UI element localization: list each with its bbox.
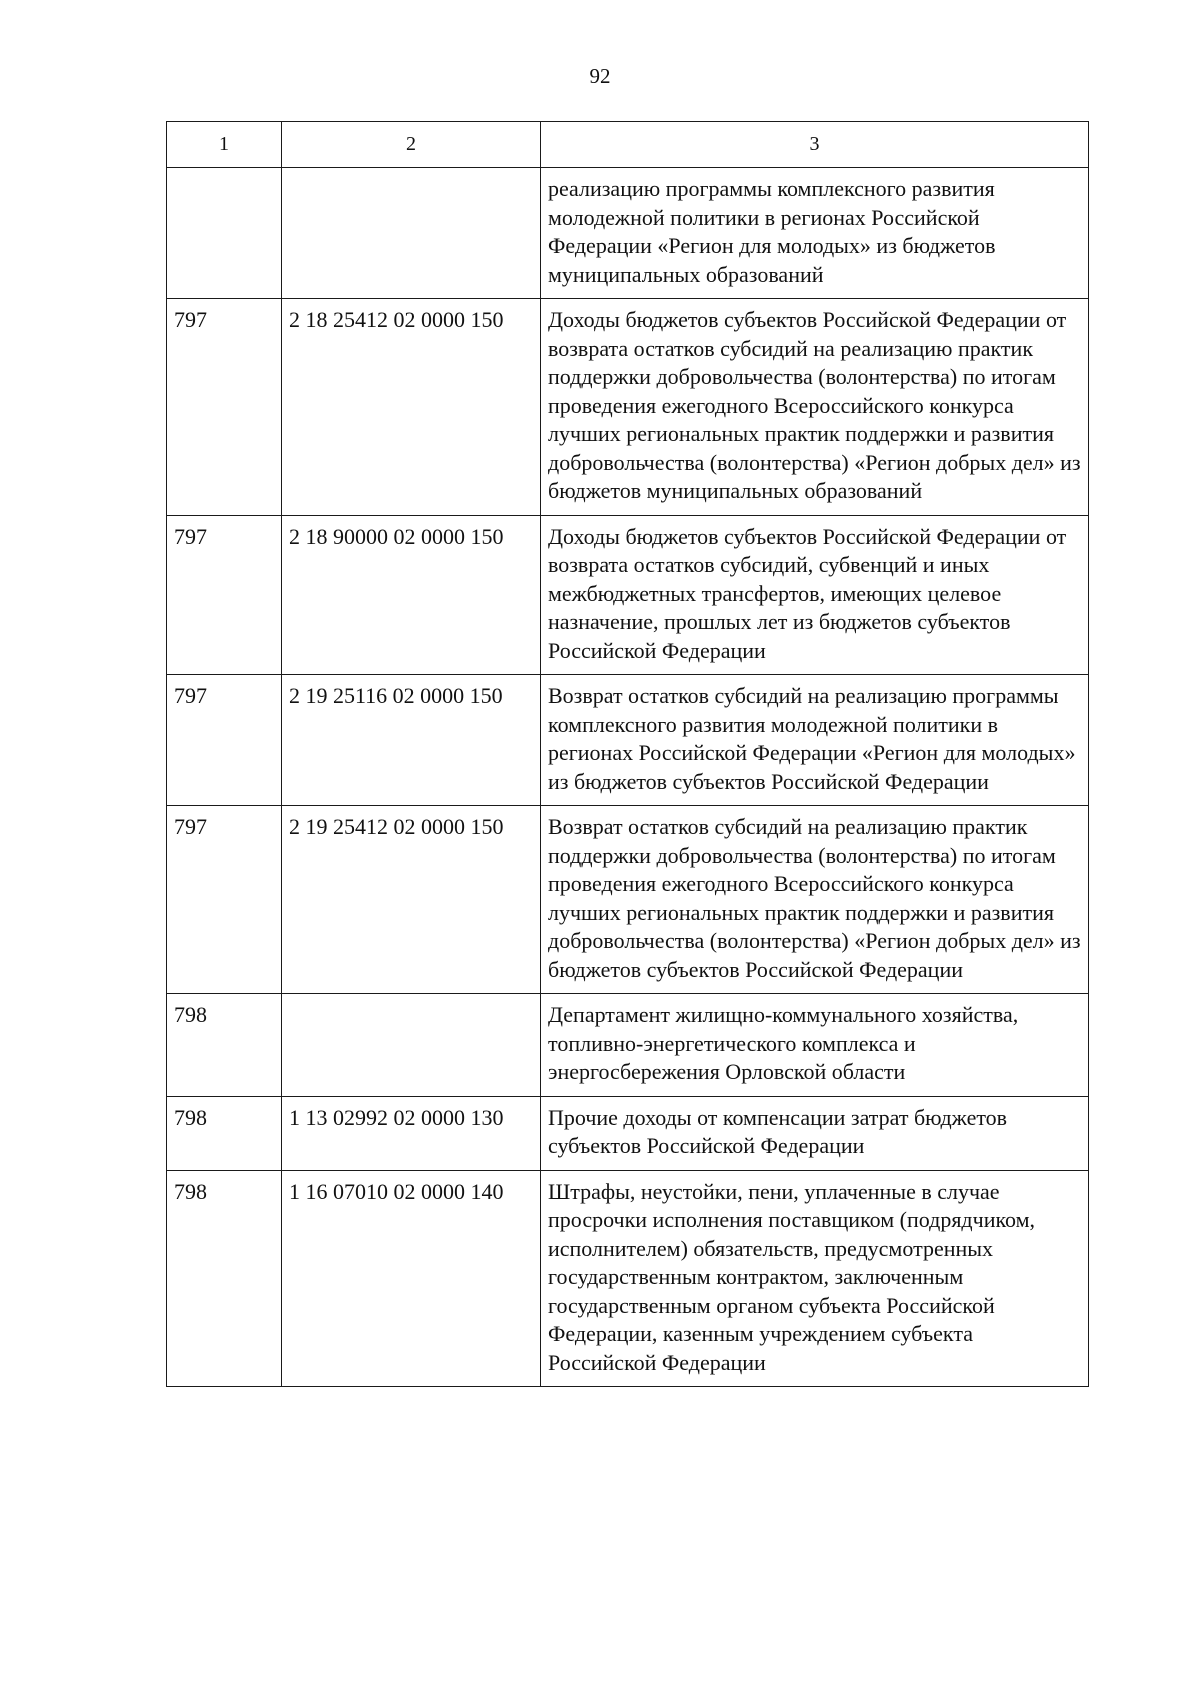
admin-code-cell: 798 (167, 1096, 282, 1170)
revenue-code-cell: 1 13 02992 02 0000 130 (282, 1096, 541, 1170)
page-number: 92 (589, 64, 611, 88)
table-header (167, 122, 1089, 168)
admin-code-cell: 797 (167, 675, 282, 806)
table-body (167, 168, 1089, 1387)
admin-code-cell: 797 (167, 299, 282, 516)
description-cell: реализацию программы комплексного развития молодежной политики в регионах Российской Федерации «Регион для молодых» из бюджетов муниципальных образований (541, 168, 1089, 299)
table-row (167, 168, 1089, 299)
admin-code-cell: 798 (167, 1170, 282, 1387)
description-cell: Штрафы, неустойки, пени, уплаченные в случае просрочки исполнения поставщиком (подрядчиком, исполнителем) обязательств, предусмотренных государственным контрактом, заключенным государственным органом субъекта Российской Федерации, казенным учреждением субъекта Российской Федерации (541, 1170, 1089, 1387)
revenue-code-cell: 1 16 07010 02 0000 140 (282, 1170, 541, 1387)
admin-code-cell: 798 (167, 994, 282, 1097)
admin-code-cell (167, 168, 282, 299)
table-row (167, 675, 1089, 806)
description-cell: Возврат остатков субсидий на реализацию практик поддержки добровольчества (волонтерства) по итогам проведения ежегодного Всероссийского конкурса лучших региональных практик поддержки и развития добровольчества (волонтерства) «Регион добрых дел» из бюджетов субъектов Российской Федерации (541, 806, 1089, 994)
table-row (167, 515, 1089, 675)
table-row (167, 299, 1089, 516)
header-col-2: 2 (282, 122, 541, 168)
revenue-code-cell (282, 994, 541, 1097)
description-cell: Возврат остатков субсидий на реализацию программы комплексного развития молодежной политики в регионах Российской Федерации «Регион для молодых» из бюджетов субъектов Российской Федерации (541, 675, 1089, 806)
table-row (167, 1170, 1089, 1387)
table-row (167, 994, 1089, 1097)
admin-code-cell: 797 (167, 806, 282, 994)
description-cell: Доходы бюджетов субъектов Российской Федерации от возврата остатков субсидий, субвенций и иных межбюджетных трансфертов, имеющих целевое назначение, прошлых лет из бюджетов субъектов Российской Федерации (541, 515, 1089, 675)
revenue-code-cell: 2 18 90000 02 0000 150 (282, 515, 541, 675)
revenue-codes-table (166, 121, 1089, 1387)
header-col-3: 3 (541, 122, 1089, 168)
header-row (167, 122, 1089, 168)
description-cell: Доходы бюджетов субъектов Российской Федерации от возврата остатков субсидий на реализацию практик поддержки добровольчества (волонтерства) по итогам проведения ежегодного Всероссийского конкурса лучших региональных практик поддержки и развития добровольчества (волонтерства) «Регион добрых дел» из бюджетов муниципальных образований (541, 299, 1089, 516)
table-row (167, 806, 1089, 994)
table-row (167, 1096, 1089, 1170)
revenue-code-cell: 2 19 25412 02 0000 150 (282, 806, 541, 994)
revenue-code-cell: 2 19 25116 02 0000 150 (282, 675, 541, 806)
revenue-code-cell: 2 18 25412 02 0000 150 (282, 299, 541, 516)
description-cell: Прочие доходы от компенсации затрат бюджетов субъектов Российской Федерации (541, 1096, 1089, 1170)
description-cell: Департамент жилищно-коммунального хозяйства, топливно-энергетического комплекса и энергосбережения Орловской области (541, 994, 1089, 1097)
revenue-code-cell (282, 168, 541, 299)
header-col-1: 1 (167, 122, 282, 168)
admin-code-cell: 797 (167, 515, 282, 675)
